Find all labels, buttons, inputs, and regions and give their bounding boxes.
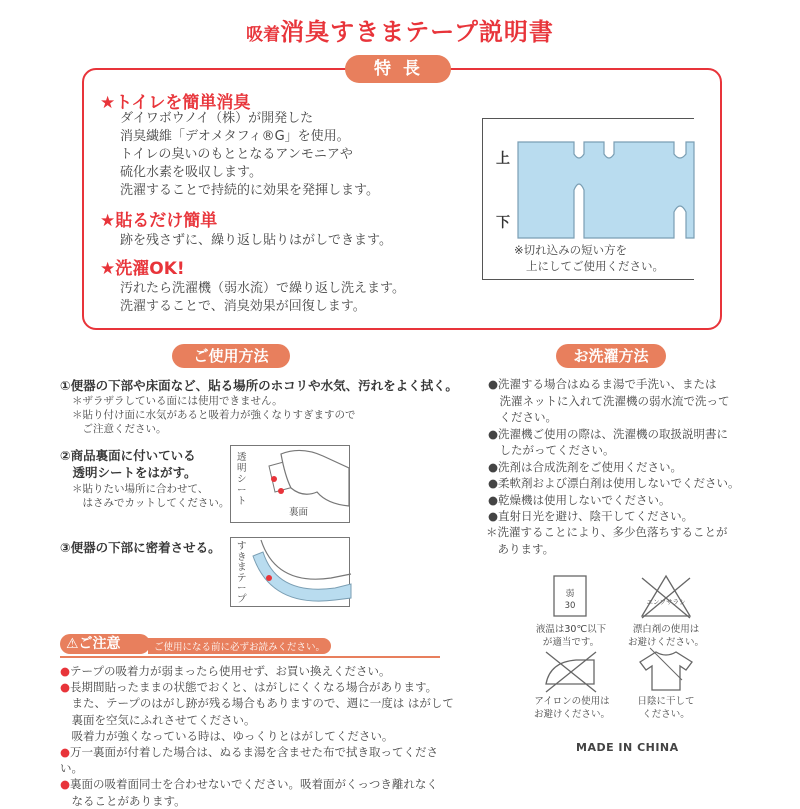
attach-marker (266, 575, 272, 581)
caution-line: なることがあります。 (60, 793, 460, 809)
tape-top-label: 上 (496, 151, 510, 167)
caution-list (60, 663, 460, 809)
peel-hand (281, 450, 349, 506)
feature-text-1: ダイワボウノイ（株）が開発した 消臭繊維「デオメタフィ®G」を使用。 トイレの臭いのもととなるアンモニアや 硫化水素を吸収します。 洗濯することで持続的に効果を発揮します。 (120, 111, 379, 198)
caution-line: ●長期間貼ったままの状態でおくと、はがしにくくなる場合があります。 (60, 680, 438, 695)
page-title (0, 12, 800, 47)
caution-bullet-icon (60, 713, 72, 727)
no-bleach-caption: 漂白剤の使用は お避けください。 (628, 624, 705, 648)
usage-step-2: ②商品裏面に付いている 透明シートをはがす。 (60, 448, 197, 480)
shade-dry-icon (636, 646, 696, 694)
usage-step-1: ①便器の下部や床面など、貼る場所のホコリや水気、汚れをよく拭く。 (60, 378, 458, 393)
no-bleach-icon (636, 572, 696, 622)
title-prefix: 吸着 (246, 25, 281, 45)
svg-text:弱: 弱 (565, 589, 575, 599)
usage-step-3: ③便器の下部に密着させる。 (60, 540, 221, 555)
caution-bullet-icon: ● (60, 777, 71, 792)
caution-line: また、テープのはがし跡が残る場合もありますので、週に一度は はがして (60, 695, 460, 711)
caution-label: ⚠ご注意 (60, 634, 150, 654)
caution-line: 裏面を空気にふれさせてください。 (60, 712, 460, 728)
attach-illustration (230, 537, 350, 607)
tape-bottom-label: 下 (496, 215, 510, 231)
caution-line: ●万一裏面が付着した場合は、ぬるま湯を含ませた布で拭き取ってください。 (60, 745, 439, 776)
usage-step-2-notes: ＊貼りたい場所に合わせて、 はさみでカットしてください。 (72, 483, 230, 509)
peel-label-sheet: 透明シート (237, 452, 247, 507)
tape-shape (518, 142, 694, 238)
wash-tub-caption: 液温は30℃以下 が適当です。 (535, 624, 607, 648)
caution-bullet-icon (60, 696, 72, 710)
caution-bullet-icon: ● (60, 664, 71, 678)
no-iron-caption: アイロンの使用は お避けください。 (534, 696, 611, 720)
washing-instructions: ●洗濯する場合はぬるま湯で手洗い、または 洗濯ネットに入れて洗濯機の弱水流で洗って ください。 ●洗濯機ご使用の際は、洗濯機の取扱説明書に したがってください。 ●洗剤は合成洗剤をご使用ください。 ●柔軟剤および漂白剤は使用しないでください。 ●乾燥機は使用しないでください。 ●直射日光を避け、陰干してください。 (488, 377, 740, 523)
washing-label: お洗濯方法 (556, 344, 666, 368)
attach-label: すきまテープ (237, 541, 247, 605)
features-label: 特長 (345, 55, 451, 83)
caution-line: ●裏面の吸着面同士を合わせないでください。吸着面がくっつき離れなく (60, 777, 438, 792)
no-iron-icon (540, 648, 600, 694)
feature-text-2: 跡を残さずに、繰り返し貼りはがしできます。 (120, 233, 392, 248)
wash-tub-icon (540, 572, 600, 622)
feature-text-3: 汚れたら洗濯機（弱水流）で繰り返し洗えます。 洗濯することで、消臭効果が回復します。 (120, 281, 405, 314)
peel-label-back: 裏面 (289, 507, 309, 518)
feature-heading-1: ★トイレを簡単消臭 (100, 93, 251, 113)
title-main: 消臭すきまテープ説明書 (280, 18, 554, 46)
caution-bullet-icon: ● (60, 680, 71, 695)
washing-note: ＊洗濯することにより、多少色落ちすることが あります。 (486, 525, 728, 556)
svg-text:30: 30 (564, 601, 576, 611)
usage-label: ご使用方法 (172, 344, 290, 368)
feature-heading-2: ★貼るだけ簡単 (100, 211, 218, 231)
caution-bullet-icon (60, 794, 72, 808)
caution-line: ●テープの吸着力が弱まったら使用せず、お買い換えください。 (60, 664, 391, 678)
peel-marker-2 (278, 488, 284, 494)
svg-text:エンソサラシ: エンソサラシ (646, 598, 686, 606)
caution-line: 吸着力が強くなっている時は、ゆっくりとはがしてください。 (60, 728, 460, 744)
caution-bullet-icon: ● (60, 745, 71, 760)
made-in-label: MADE IN CHINA (576, 741, 679, 754)
caution-bullet-icon (60, 729, 72, 743)
peel-marker-1 (271, 476, 277, 482)
feature-heading-3: ★洗濯OK! (100, 259, 185, 279)
caution-sub: ご使用になる前に必ずお読みください。 (148, 638, 331, 654)
tape-note: ※切れ込みの短い方を 上にしてご使用ください。 (514, 243, 664, 273)
shade-dry-caption: 日陰に干して ください。 (637, 696, 695, 720)
usage-step-1-notes: ＊ザラザラしている面には使用できません。 ＊貼り付け面に水気があると吸着力が強くなりすぎますので ご注意ください。 (72, 395, 356, 435)
peel-illustration (230, 445, 350, 523)
caution-divider (60, 656, 440, 658)
